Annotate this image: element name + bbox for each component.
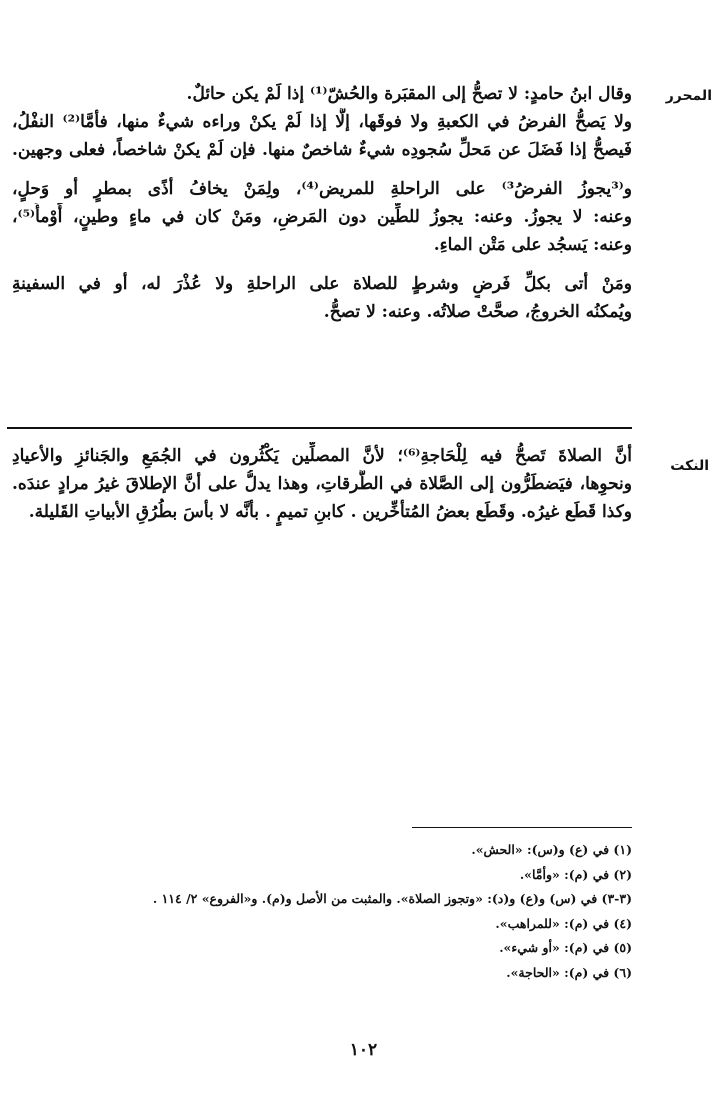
page-number: ١٠٢ bbox=[349, 1040, 378, 1060]
text-line: وعنه: يَسجُد على مَتْن الماءِ. bbox=[433, 235, 632, 255]
text-line: ولا يَصحُّ الفرضُ في الكعبةِ ولا فوقَها، إلَّا إذا لَمْ يكنْ وراءه شيءٌ منها، فأمَّا⁽²⁾ النفْلُ، bbox=[12, 112, 632, 132]
section-label-muharrar: المحرر bbox=[665, 88, 712, 104]
text-line: أنَّ الصلاةَ تَصحُّ فيه لِلْحَاجةِ⁽⁶⁾؛ لأنَّ المصلِّين يَكْثُرون في الجُمَعِ والجَنائزِ والأعيادِ bbox=[12, 446, 632, 466]
text-line: و⁽³يجوزُ الفرضُ³⁾ على الراحلةِ للمريض⁽⁴⁾، ولِمَنْ يخافُ أذًى بمطرٍ أو وَحلٍ، bbox=[12, 179, 632, 199]
footnote: (٤) في (م): «للمراهب». bbox=[495, 915, 632, 931]
footnote-separator bbox=[412, 827, 632, 828]
footnote: (٣-٣) في (س) و(ع) و(د): «وتجوز الصلاة». والمثبت من الأصل و(م). و«الفروع» ٢/ ١١٤ . bbox=[152, 891, 632, 906]
text-line: ومَنْ أتى بكلِّ فَرضٍ وشرطٍ للصلاة على الراحلةِ ولا عُذْرَ له، أو في السفينةِ bbox=[12, 274, 632, 294]
text-line: وكذا قَطَع غيرُه. وقَطَع بعضُ المُتأخِّرين . كابنِ تميمٍ . بأنَّه لا بأسَ بطُرُقِ الأبياتِ القَليلة. bbox=[28, 502, 632, 522]
text-line: ويُمكنُه الخروجُ، صحَّتْ صلاتُه. وعنه: لا تصحُّ. bbox=[323, 302, 632, 322]
footnote: (٢) في (م): «وأمَّا». bbox=[519, 866, 632, 882]
text-line: وقال ابنُ حامدٍ: لا تصحُّ إلى المقبَرة والحُشّ⁽¹⁾ إذا لَمْ يكن حائلٌ. bbox=[186, 84, 632, 104]
text-line: فَيصحُّ إذا فَضَلَ عن مَحلِّ سُجودِه شيءٌ شاخصٌ منها. فإن لَمْ يكنْ شاخصاً، فعلى وجهين. bbox=[12, 140, 632, 160]
footnote: (١) في (ع) و(س): «الحش». bbox=[471, 842, 632, 857]
text-line: وعنه: لا يجوزُ. وعنه: يجوزُ للطِّين دون المَرضِ، ومَنْ كان في ماءٍ وطينٍ، أَوْمأَ⁽⁵⁾، bbox=[12, 207, 632, 227]
footnotes bbox=[12, 838, 632, 985]
section-label-nukat: النكت bbox=[670, 458, 709, 474]
muharrar-text bbox=[12, 80, 632, 326]
text-line: ونحوِها، فيَضطَرُّون إلى الصَّلاة في الطُّرقاتِ، وهذا يدلُّ على أنَّ الإطلاقَ غيرُ مرادٍ عندَه. bbox=[12, 474, 632, 494]
section-divider bbox=[7, 427, 632, 429]
footnote: (٦) في (م): «الحاجة». bbox=[506, 964, 632, 980]
nukat-text bbox=[12, 442, 632, 526]
footnote: (٥) في (م): «أو شيء». bbox=[499, 940, 632, 955]
